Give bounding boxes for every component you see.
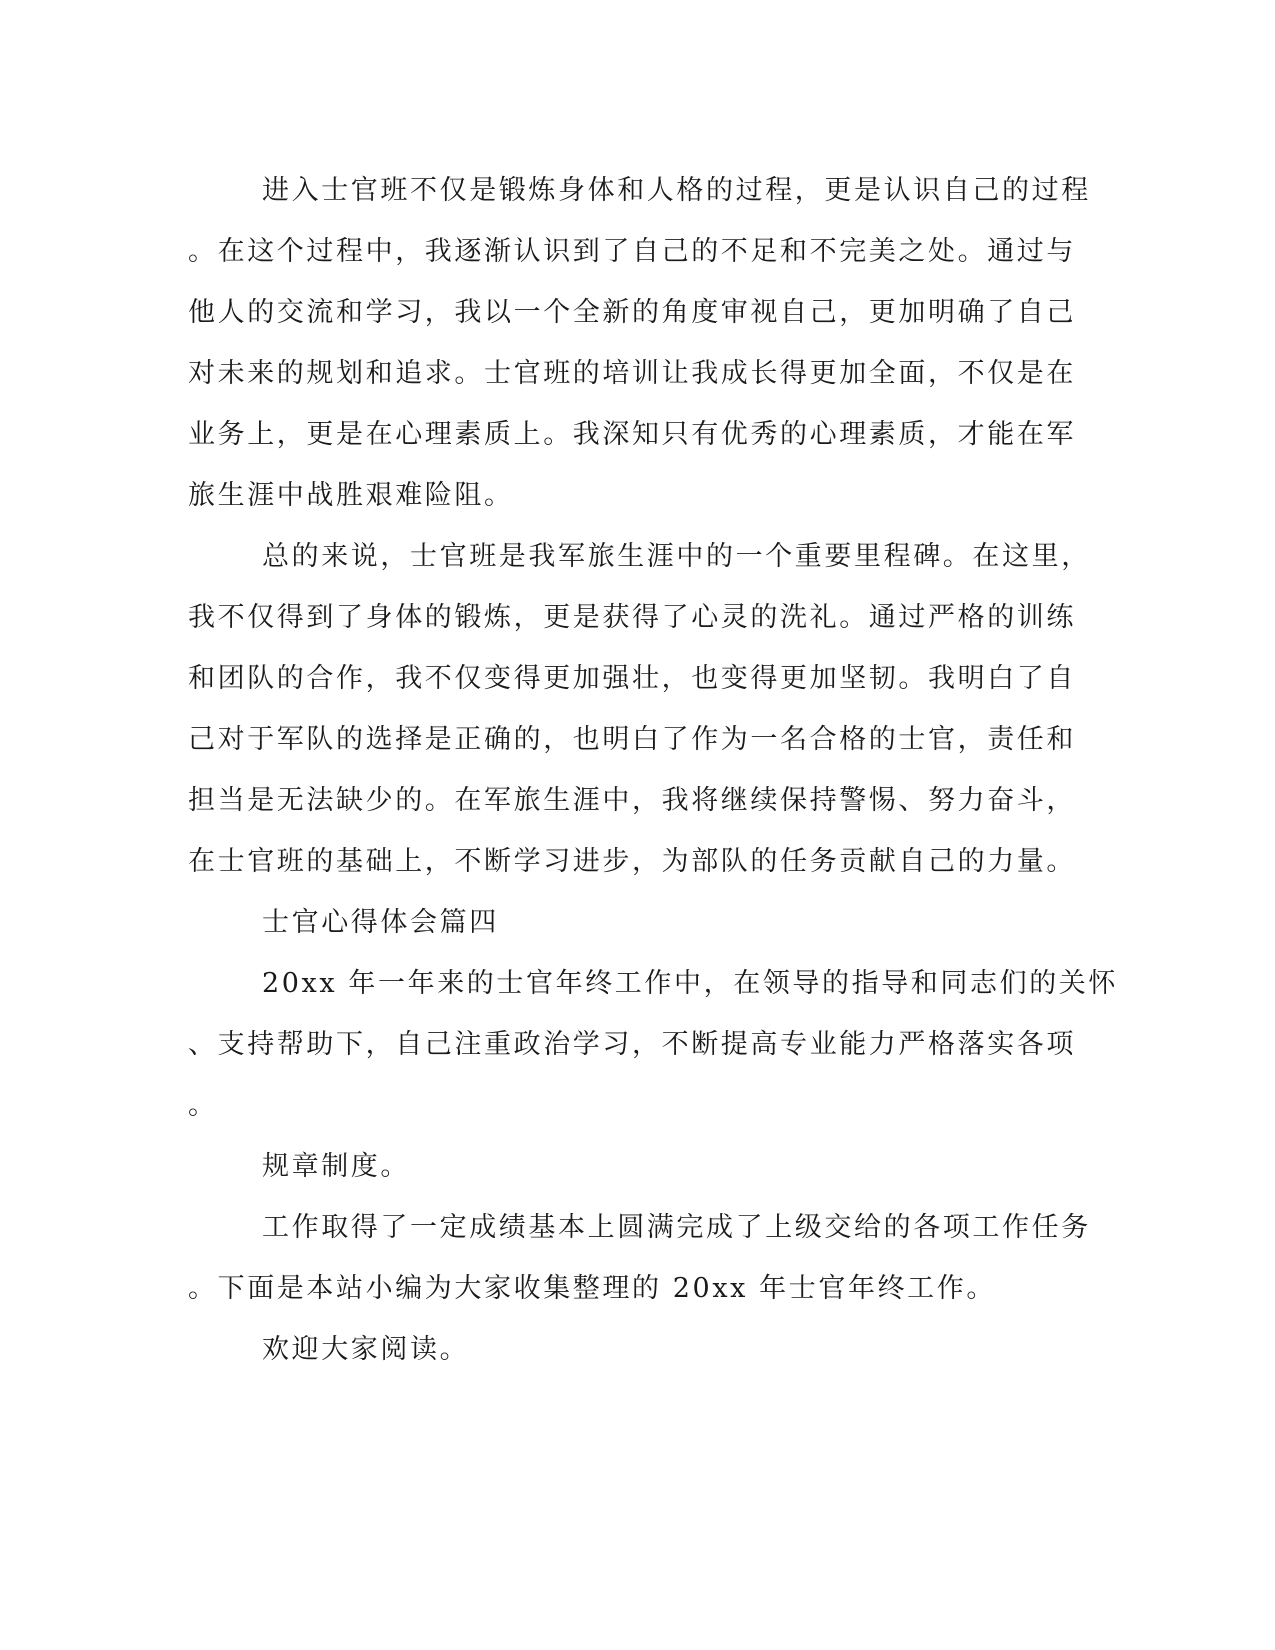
- text-line: 规章制度。: [262, 1151, 410, 1182]
- text-line: 己对于军队的选择是正确的，也明白了作为一名合格的士官，责任和: [188, 724, 1076, 755]
- text-line: 和团队的合作，我不仅变得更加强壮，也变得更加坚韧。我明白了自: [188, 663, 1076, 694]
- text-line: 他人的交流和学习，我以一个全新的角度审视自己，更加明确了自己: [188, 297, 1076, 328]
- text-line: 旅生涯中战胜艰难险阻。: [188, 480, 514, 511]
- document-body: [188, 160, 1118, 1380]
- text-line: 进入士官班不仅是锻炼身体和人格的过程，更是认识自己的过程: [262, 175, 1091, 206]
- text-line: 。在这个过程中，我逐渐认识到了自己的不足和不完美之处。通过与: [188, 236, 1076, 267]
- text-line: 业务上，更是在心理素质上。我深知只有优秀的心理素质，才能在军: [188, 419, 1076, 450]
- text-line: 。: [188, 1090, 218, 1121]
- text-line: 20xx 年一年来的士官年终工作中，在领导的指导和同志们的关怀: [262, 968, 1118, 999]
- text-line: 对未来的规划和追求。士官班的培训让我成长得更加全面，不仅是在: [188, 358, 1076, 389]
- text-line: 担当是无法缺少的。在军旅生涯中，我将继续保持警惕、努力奋斗，: [188, 785, 1076, 816]
- text-line: 在士官班的基础上，不断学习进步，为部队的任务贡献自己的力量。: [188, 846, 1076, 877]
- section-heading: 士官心得体会篇四: [262, 907, 499, 938]
- text-line: 欢迎大家阅读。: [262, 1334, 470, 1365]
- text-line: 、支持帮助下，自己注重政治学习，不断提高专业能力严格落实各项: [188, 1029, 1076, 1060]
- text-line: 总的来说，士官班是我军旅生涯中的一个重要里程碑。在这里，: [262, 541, 1091, 572]
- text-line: 工作取得了一定成绩基本上圆满完成了上级交给的各项工作任务: [262, 1212, 1091, 1243]
- text-line: 。下面是本站小编为大家收集整理的 20xx 年士官年终工作。: [188, 1273, 996, 1304]
- text-line: 我不仅得到了身体的锻炼，更是获得了心灵的洗礼。通过严格的训练: [188, 602, 1076, 633]
